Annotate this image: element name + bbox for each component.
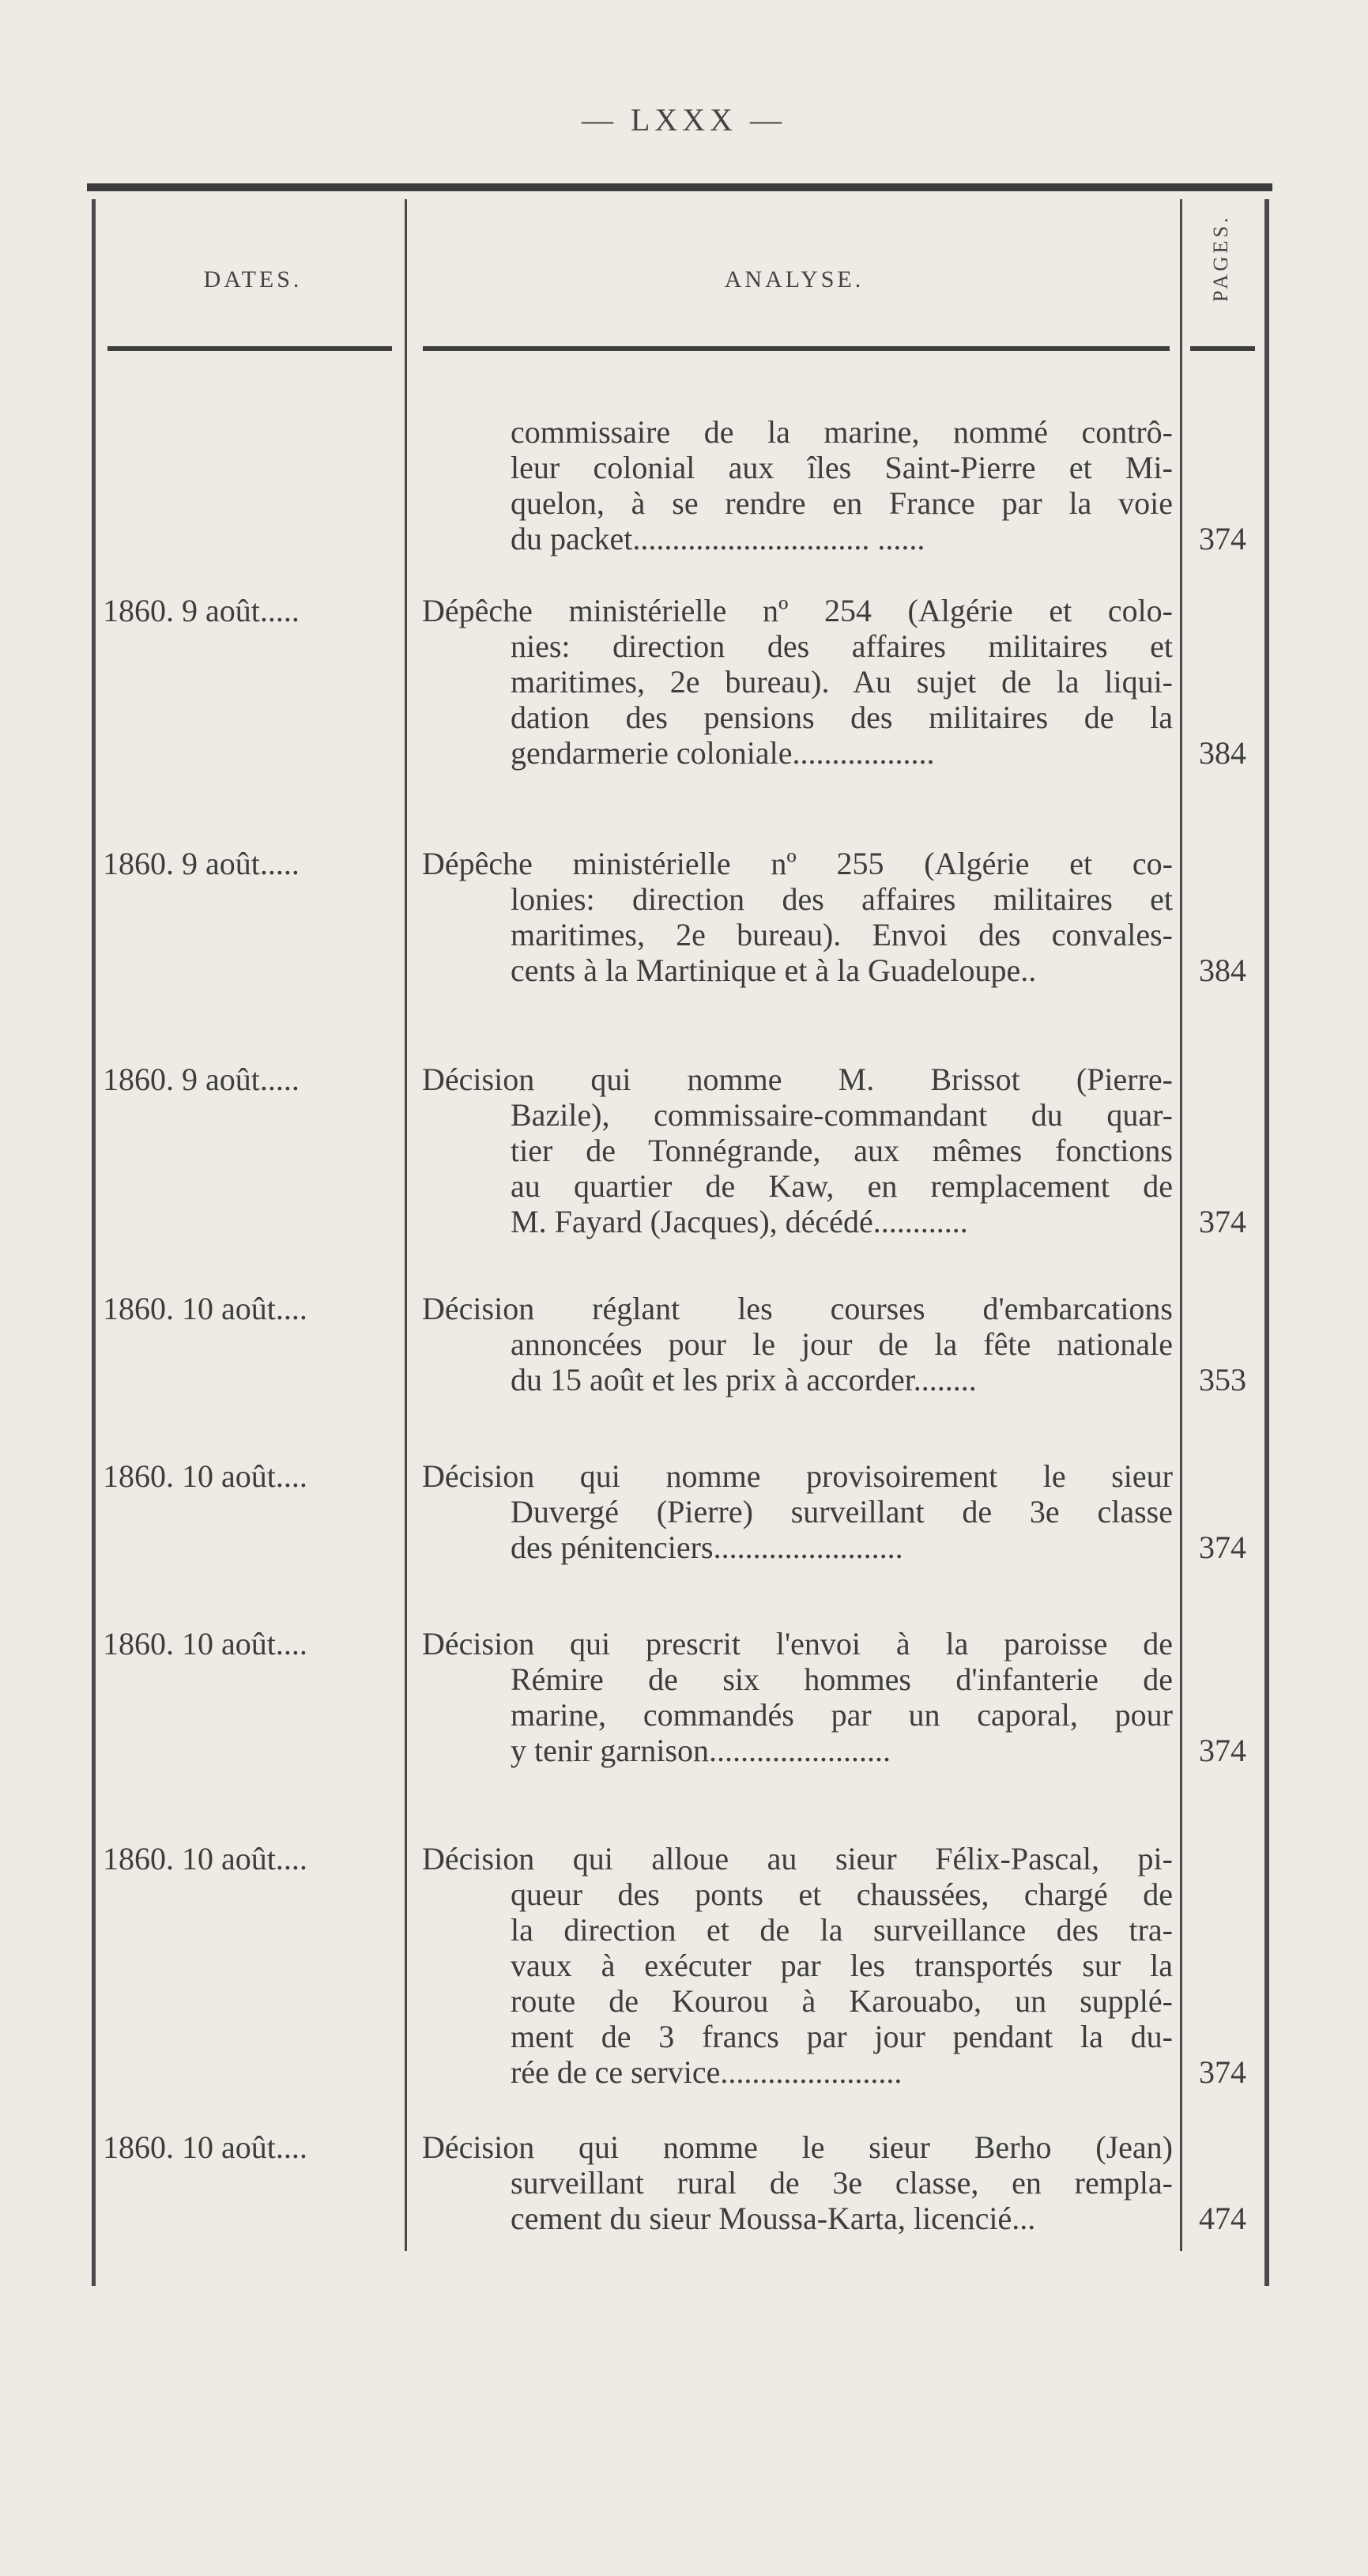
entry-page-ref: 374 [1199, 2054, 1246, 2090]
column-divider-pages [1180, 199, 1182, 2251]
analysis-line: des pénitenciers........................ [511, 1529, 903, 1565]
analysis-line: surveillant rural de 3e classe, en rempla- [511, 2165, 1173, 2201]
analysis-line: y tenir garnison....................... [511, 1733, 891, 1768]
entry-date: 1860. 10 août.... [103, 1841, 307, 1876]
entry-date: 1860. 10 août.... [103, 2129, 307, 2165]
header-rule-pages [1190, 346, 1255, 351]
entry-analysis [422, 846, 1173, 988]
analysis-line: Bazile), commissaire-commandant du quar- [511, 1097, 1173, 1133]
analysis-line: dation des pensions des militaires de la [511, 700, 1173, 735]
entry-analysis [422, 1841, 1173, 2090]
entry-analysis [422, 1062, 1173, 1239]
analysis-line: Décision qui prescrit l'envoi à la paroisse de [422, 1626, 1173, 1661]
analysis-line: annoncées pour le jour de la fête nationale [511, 1326, 1173, 1362]
analysis-line: Décision réglant les courses d'embarcations [422, 1291, 1173, 1326]
header-pages [1187, 215, 1258, 310]
analysis-line: Duvergé (Pierre) surveillant de 3e classe [511, 1494, 1173, 1529]
entry-date: 1860. 10 août.... [103, 1626, 307, 1661]
analysis-line: lonies: direction des affaires militaires et [511, 881, 1173, 917]
entry-analysis [422, 1291, 1173, 1397]
analysis-line: commissaire de la marine, nommé contrô- [511, 414, 1173, 450]
analysis-line: Décision qui nomme le sieur Berho (Jean) [422, 2129, 1173, 2165]
analysis-line: maritimes, 2e bureau). Au sujet de la liqui- [511, 664, 1173, 700]
analysis-line: Dépêche ministérielle nº 254 (Algérie et colo- [422, 593, 1173, 628]
analysis-line: M. Fayard (Jacques), décédé............ [511, 1204, 968, 1239]
top-rule [87, 183, 1272, 191]
entry-date: 1860. 9 août..... [103, 846, 300, 881]
analysis-line: du 15 août et les prix à accorder........ [511, 1362, 977, 1397]
analysis-line: vaux à exécuter par les transportés sur la [511, 1948, 1173, 1983]
entry-page-ref: 374 [1199, 1204, 1246, 1239]
analysis-line: route de Kourou à Karouabo, un supplé- [511, 1983, 1173, 2019]
right-border [1264, 199, 1269, 2286]
header-dates: DATES. [203, 266, 303, 292]
analysis-line: au quartier de Kaw, en remplacement de [511, 1168, 1173, 1204]
analysis-line: quelon, à se rendre en France par la voie [511, 485, 1173, 521]
header-pages-label: PAGES. [1209, 214, 1232, 302]
entry-date: 1860. 9 août..... [103, 1062, 300, 1097]
analysis-line: tier de Tonnégrande, aux mêmes fonctions [511, 1133, 1173, 1168]
entry-date: 1860. 9 août..... [103, 593, 300, 628]
entry-date: 1860. 10 août.... [103, 1458, 307, 1494]
entry-analysis [422, 593, 1173, 771]
entry-page-ref: 384 [1199, 952, 1246, 988]
entry-analysis [422, 1458, 1173, 1565]
entry-date: 1860. 10 août.... [103, 1291, 307, 1326]
entry-page-ref: 384 [1199, 735, 1246, 771]
analysis-line: cement du sieur Moussa-Karta, licencié... [511, 2201, 1036, 2236]
analysis-line: Dépêche ministérielle nº 255 (Algérie et co- [422, 846, 1173, 881]
analysis-line: du packet.............................. ...... [511, 521, 925, 556]
analysis-line: gendarmerie coloniale.................. [511, 735, 935, 771]
entry-page-ref: 374 [1199, 1529, 1246, 1565]
analysis-line: cents à la Martinique et à la Guadeloupe.. [511, 952, 1037, 988]
analysis-line: nies: direction des affaires militaires et [511, 628, 1173, 664]
analysis-line: Décision qui alloue au sieur Félix-Pascal, pi- [422, 1841, 1173, 1876]
header-analyse: ANALYSE. [724, 266, 865, 292]
column-divider-dates [405, 199, 407, 2251]
entry-page-ref: 374 [1199, 521, 1246, 556]
analysis-line: Décision qui nomme M. Brissot (Pierre- [422, 1062, 1173, 1097]
analysis-line: maritimes, 2e bureau). Envoi des convales- [511, 917, 1173, 952]
left-border [92, 199, 96, 2286]
entry-page-ref: 474 [1199, 2201, 1246, 2236]
analysis-line: ment de 3 francs par jour pendant la du- [511, 2019, 1173, 2054]
header-rule-dates [107, 346, 392, 351]
index-table [87, 183, 1272, 2284]
header-rule-analyse [423, 346, 1170, 351]
entry-analysis [422, 2129, 1173, 2236]
analysis-line: queur des ponts et chaussées, chargé de [511, 1876, 1173, 1912]
analysis-line: Décision qui nomme provisoirement le sieur [422, 1458, 1173, 1494]
analysis-line: leur colonial aux îles Saint-Pierre et Mi- [511, 450, 1173, 485]
analysis-line: la direction et de la surveillance des tra- [511, 1912, 1173, 1948]
analysis-line: rée de ce service....................... [511, 2054, 903, 2090]
analysis-line: Rémire de six hommes d'infanterie de [511, 1661, 1173, 1697]
page-number: — LXXX — [581, 102, 787, 138]
entry-page-ref: 353 [1199, 1362, 1246, 1397]
entry-analysis [422, 1626, 1173, 1768]
entry-analysis [422, 414, 1173, 556]
entry-page-ref: 374 [1199, 1733, 1246, 1768]
analysis-line: marine, commandés par un caporal, pour [511, 1697, 1173, 1733]
